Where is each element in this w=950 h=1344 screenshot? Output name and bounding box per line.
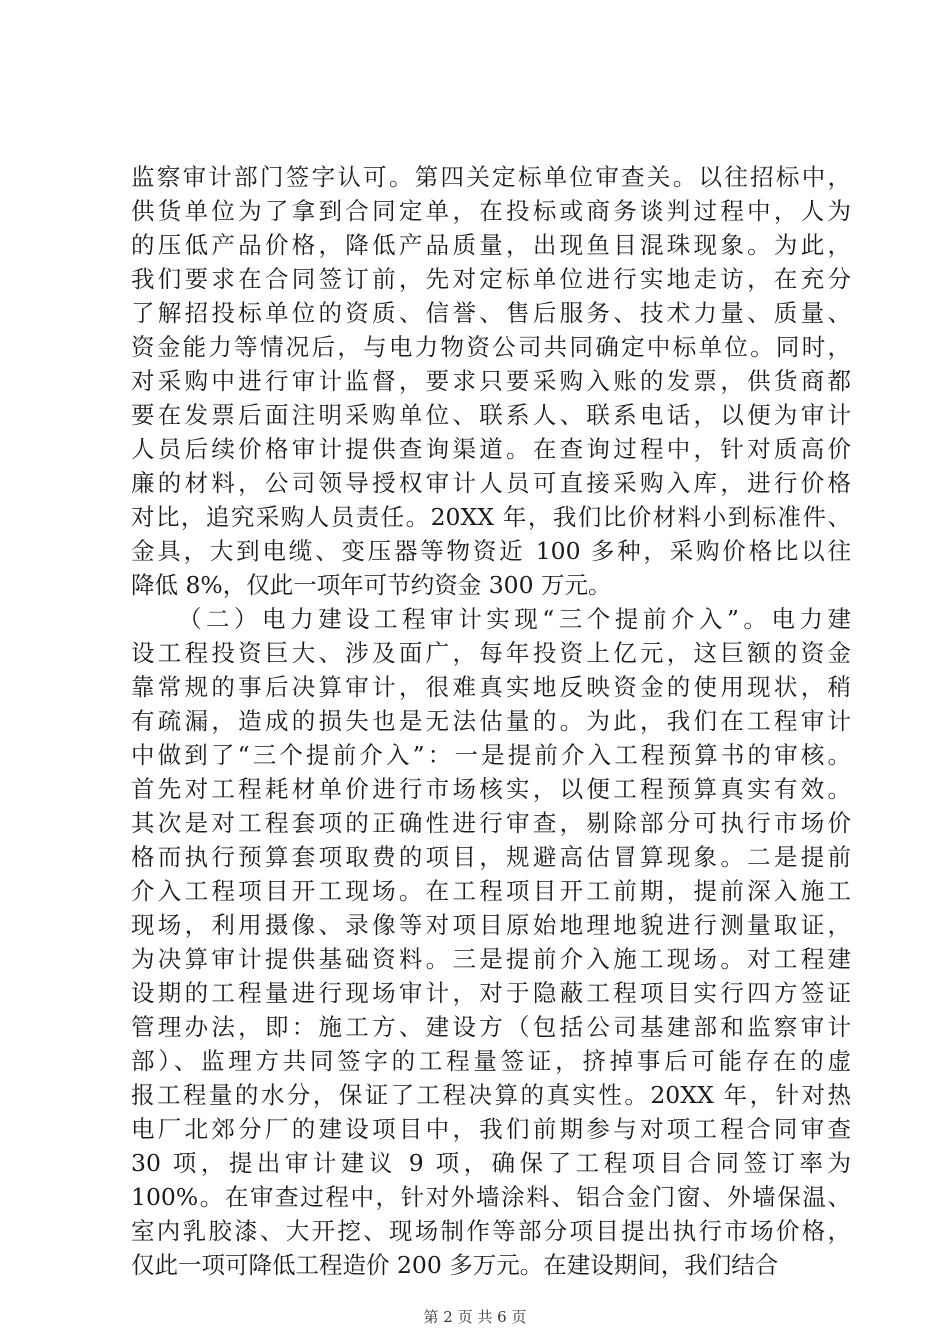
text-line: 部）、监理方共同签字的工程量签证，挤掉事后可能存在的虚 <box>131 1047 851 1075</box>
text-line: 管理办法，即：施工方、建设方（包括公司基建部和监察审计 <box>131 1013 851 1041</box>
text-line: 供货单位为了拿到合同定单，在投标或商务谈判过程中，人为 <box>131 197 851 225</box>
body-text <box>131 160 851 1282</box>
text-line: 监察审计部门签字认可。第四关定标单位审查关。以往招标中， <box>131 163 851 191</box>
text-line: 要在发票后面注明采购单位、联系人、联系电话，以便为审计 <box>131 401 851 429</box>
text-line: 仅此一项可降低工程造价 200 多万元。在建设期间，我们结合 <box>131 1251 779 1279</box>
text-line: 电厂北郊分厂的建设项目中，我们前期参与对项工程合同审查 <box>131 1115 851 1143</box>
text-line: 30 项，提出审计建议 9 项，确保了工程项目合同签订率为 <box>131 1149 851 1177</box>
paragraph-2 <box>131 602 851 1282</box>
text-line: 靠常规的事后决算审计，很难真实地反映资金的使用现状，稍 <box>131 673 851 701</box>
text-line-indented: （二）电力建设工程审计实现“三个提前介入”。电力建 <box>178 605 851 633</box>
text-line: 金具，大到电缆、变压器等物资近 100 多种，采购价格比以往 <box>131 537 851 565</box>
text-line: 其次是对工程套项的正确性进行审查，剔除部分可执行市场价 <box>131 809 851 837</box>
text-line: 中做到了“三个提前介入”：一是提前介入工程预算书的审核。 <box>131 741 851 769</box>
text-line: 报工程量的水分，保证了工程决算的真实性。20XX 年，针对热 <box>131 1081 851 1109</box>
text-line: 介入工程项目开工现场。在工程项目开工前期，提前深入施工 <box>131 877 851 905</box>
text-line: 格而执行预算套项取费的项目，规避高估冒算现象。二是提前 <box>131 843 851 871</box>
paragraph-1 <box>131 160 851 602</box>
text-line: 的压低产品价格，降低产品质量，出现鱼目混珠现象。为此， <box>131 231 851 259</box>
text-line: 人员后续价格审计提供查询渠道。在查询过程中，针对质高价 <box>131 435 851 463</box>
text-line: 现场，利用摄像、录像等对项目原始地理地貌进行测量取证， <box>131 911 851 939</box>
text-line: 资金能力等情况后，与电力物资公司共同确定中标单位。同时， <box>131 333 851 361</box>
text-line: 设工程投资巨大、涉及面广，每年投资上亿元，这巨额的资金 <box>131 639 851 667</box>
text-line: 100%。在审查过程中，针对外墙涂料、铝合金门窗、外墙保温、 <box>131 1183 851 1211</box>
text-line: 有疏漏，造成的损失也是无法估量的。为此，我们在工程审计 <box>131 707 851 735</box>
text-line: 降低 8%，仅此一项年可节约资金 300 万元。 <box>131 571 612 599</box>
text-line: 为决算审计提供基础资料。三是提前介入施工现场。对工程建 <box>131 945 851 973</box>
text-line: 廉的材料，公司领导授权审计人员可直接采购入库，进行价格 <box>131 469 851 497</box>
text-line: 我们要求在合同签订前，先对定标单位进行实地走访，在充分 <box>131 265 851 293</box>
page-number-footer: 第 2 页 共 6 页 <box>423 1308 527 1326</box>
text-line: 设期的工程量进行现场审计，对于隐蔽工程项目实行四方签证 <box>131 979 851 1007</box>
text-line: 对比，追究采购人员责任。20XX 年，我们比价材料小到标准件、 <box>131 503 851 531</box>
text-line: 对采购中进行审计监督，要求只要采购入账的发票，供货商都 <box>131 367 851 395</box>
text-line: 室内乳胶漆、大开挖、现场制作等部分项目提出执行市场价格， <box>131 1217 851 1245</box>
text-line: 了解招投标单位的资质、信誉、售后服务、技术力量、质量、 <box>131 299 851 327</box>
text-line: 首先对工程耗材单价进行市场核实，以便工程预算真实有效。 <box>131 775 851 803</box>
